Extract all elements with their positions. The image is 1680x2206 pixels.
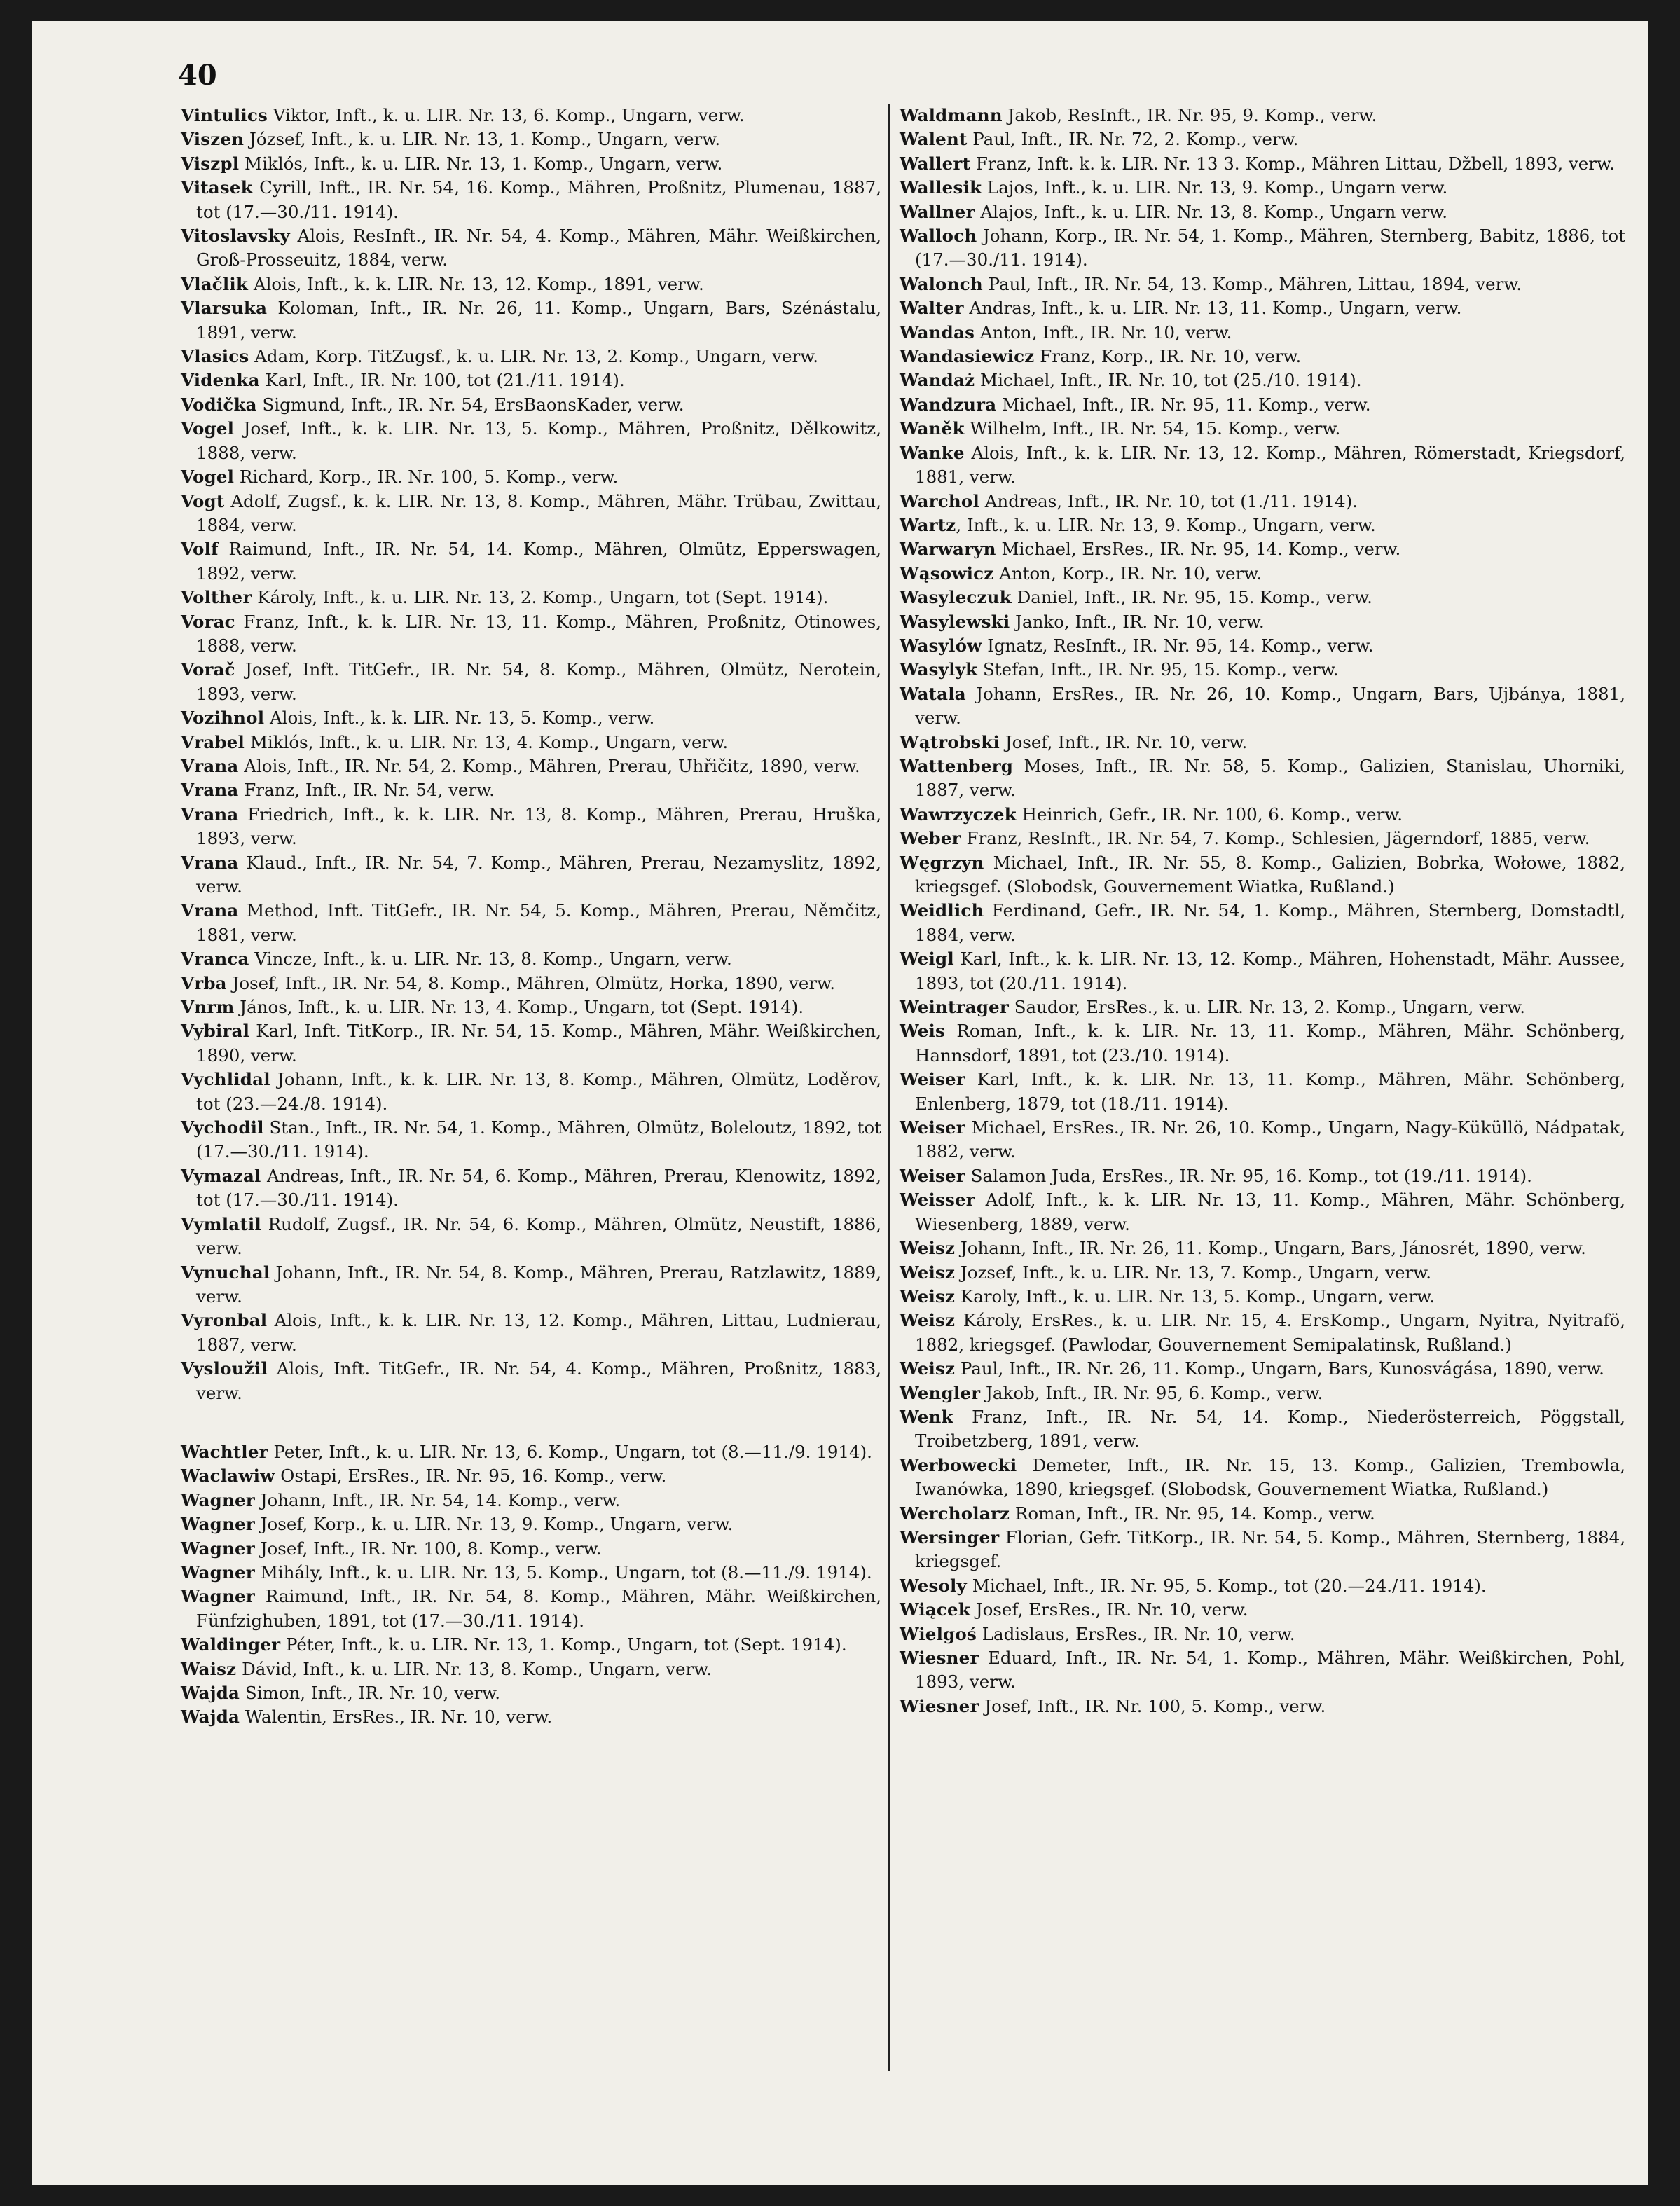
register-entry	[181, 972, 881, 995]
entry-details: Cyrill, Inft., IR. Nr. 54, 16. Komp., Mähren, Proßnitz, Plumenau, 1887, tot (17.—30./11. 1914).	[196, 177, 881, 222]
right-column	[900, 104, 1625, 1718]
entry-details: Alois, Inft., k. k. LIR. Nr. 13, 12. Komp., Mähren, Littau, Ludnierau, 1887, verw.	[196, 1310, 881, 1355]
register-entry	[900, 1164, 1625, 1188]
register-entry	[181, 586, 881, 609]
register-entry	[900, 1405, 1625, 1454]
entry-surname: Vrabel	[181, 731, 245, 752]
entry-details: Miklós, Inft., k. u. LIR. Nr. 13, 4. Komp., Ungarn, verw.	[245, 731, 729, 752]
entry-details: Rudolf, Zugsf., IR. Nr. 54, 6. Komp., Mähren, Olmütz, Neustift, 1886, verw.	[196, 1213, 881, 1259]
register-entry	[181, 1357, 881, 1405]
entry-details: Adolf, Zugsf., k. k. LIR. Nr. 13, 8. Komp., Mähren, Mähr. Trübau, Zwittau, 1884, verw.	[196, 490, 881, 535]
register-entry	[900, 586, 1625, 609]
entry-surname: Wielgoś	[900, 1623, 977, 1644]
entry-surname: Walent	[900, 129, 968, 150]
register-entry	[181, 1657, 881, 1681]
entry-surname: Wandasiewicz	[900, 346, 1035, 367]
entry-details: Franz, ResInft., IR. Nr. 54, 7. Komp., Schlesien, Jägerndorf, 1885, verw.	[961, 828, 1590, 849]
entry-details: Method, Inft. TitGefr., IR. Nr. 54, 5. Komp., Mähren, Prerau, Němčitz, 1881, verw.	[196, 900, 881, 945]
register-entry	[181, 1019, 881, 1068]
entry-details: Alois, ResInft., IR. Nr. 54, 4. Komp., Mähren, Mähr. Weißkirchen, Groß-Prosseuitz, 1884, verw.	[196, 226, 881, 270]
entry-details: Richard, Korp., IR. Nr. 100, 5. Komp., verw.	[234, 467, 619, 488]
register-entry	[181, 368, 881, 392]
entry-details: Simon, Inft., IR. Nr. 10, verw.	[240, 1683, 501, 1703]
entry-surname: Weisz	[900, 1310, 956, 1331]
register-entry	[900, 899, 1625, 947]
entry-details: Karl, Inft., k. k. LIR. Nr. 13, 12. Komp., Mähren, Hohenstadt, Mähr. Aussee, 1893, tot (20./11. 1914).	[915, 949, 1625, 993]
entry-surname: Vogt	[181, 490, 225, 511]
entry-surname: Vrba	[181, 972, 227, 993]
register-entry	[900, 995, 1625, 1019]
entry-details: Raimund, Inft., IR. Nr. 54, 14. Komp., Mähren, Olmütz, Epperswagen, 1892, verw.	[196, 539, 881, 584]
entry-surname: Wątrobski	[900, 731, 1000, 752]
register-entry	[181, 104, 881, 127]
entry-details: Salamon Juda, ErsRes., IR. Nr. 95, 16. Komp., tot (19./11. 1914).	[965, 1165, 1532, 1186]
entry-surname: Wandas	[900, 322, 975, 343]
entry-surname: Waisz	[181, 1658, 237, 1679]
entry-surname: Wąsowicz	[900, 563, 994, 584]
register-entry	[181, 1440, 881, 1464]
entry-surname: Weisz	[900, 1285, 956, 1307]
entry-surname: Vintulics	[181, 105, 268, 125]
entry-surname: Wallner	[900, 201, 975, 222]
entry-surname: Wasylewski	[900, 611, 1010, 632]
entry-surname: Vlačlik	[181, 273, 249, 294]
entry-surname: Weisz	[900, 1262, 956, 1283]
register-entry	[900, 1454, 1625, 1502]
entry-surname: Wandaż	[900, 370, 975, 391]
entry-surname: Walonch	[900, 273, 983, 294]
register-entry	[900, 827, 1625, 850]
register-entry	[900, 1019, 1625, 1068]
register-entry	[900, 1526, 1625, 1574]
register-entry	[900, 1261, 1625, 1285]
entry-details: Johann, Inft., IR. Nr. 54, 8. Komp., Mähren, Prerau, Ratzlawitz, 1889, verw.	[196, 1262, 881, 1307]
register-entry	[181, 1309, 881, 1357]
entry-details: Eduard, Inft., IR. Nr. 54, 1. Komp., Mähren, Mähr. Weißkirchen, Pohl, 1893, verw.	[915, 1648, 1625, 1693]
register-entry	[900, 368, 1625, 392]
entry-surname: Weiser	[900, 1165, 965, 1186]
entry-surname: Wiesner	[900, 1695, 979, 1716]
register-entry	[900, 417, 1625, 441]
entry-details: Josef, Inft., k. k. LIR. Nr. 13, 5. Komp., Mähren, Proßnitz, Dělkowitz, 1888, verw.	[196, 418, 881, 463]
entry-surname: Wercholarz	[900, 1503, 1010, 1524]
register-entry	[181, 1464, 881, 1488]
entry-surname: Wagner	[181, 1538, 255, 1559]
register-entry	[900, 634, 1625, 658]
register-entry	[900, 345, 1625, 368]
entry-details: Franz, Korp., IR. Nr. 10, verw.	[1034, 346, 1302, 367]
entry-details: Johann, Inft., IR. Nr. 54, 14. Komp., verw.	[254, 1489, 621, 1510]
entry-details: Miklós, Inft., k. u. LIR. Nr. 13, 1. Komp., Ungarn, verw.	[239, 153, 723, 174]
register-entry	[181, 345, 881, 368]
entry-details: Franz, Inft., k. k. LIR. Nr. 13, 11. Komp., Mähren, Proßnitz, Otinowes, 1888, verw.	[196, 611, 881, 656]
register-entry	[181, 899, 881, 947]
entry-surname: Wanke	[900, 442, 965, 463]
entry-surname: Wallesik	[900, 177, 982, 198]
register-entry	[181, 1585, 881, 1633]
register-entry	[900, 321, 1625, 345]
entry-details: Koloman, Inft., IR. Nr. 26, 11. Komp., Ungarn, Bars, Szénástalu, 1891, verw.	[196, 298, 881, 343]
entry-surname: Wasylyk	[900, 659, 978, 680]
register-entry	[900, 200, 1625, 224]
register-entry	[181, 490, 881, 538]
entry-surname: Wagner	[181, 1489, 255, 1510]
entry-details: Alois, Inft., k. k. LIR. Nr. 13, 12. Komp., 1891, verw.	[248, 273, 704, 294]
register-entry	[181, 1213, 881, 1261]
entry-details: Paul, Inft., IR. Nr. 72, 2. Komp., verw.	[967, 129, 1299, 150]
register-entry	[900, 1502, 1625, 1526]
register-entry	[181, 995, 881, 1019]
entry-details: Péter, Inft., k. u. LIR. Nr. 13, 1. Komp., Ungarn, tot (Sept. 1914).	[280, 1634, 847, 1655]
entry-surname: Viszpl	[181, 153, 240, 174]
entry-surname: Warwaryn	[900, 539, 996, 560]
entry-details: Peter, Inft., k. u. LIR. Nr. 13, 6. Komp., Ungarn, tot (8.—11./9. 1914).	[268, 1441, 872, 1462]
entry-surname: Warchol	[900, 490, 979, 511]
entry-surname: Watala	[900, 683, 966, 704]
entry-details: Sigmund, Inft., IR. Nr. 54, ErsBaonsKader, verw.	[256, 394, 684, 415]
entry-surname: Weiser	[900, 1069, 965, 1090]
entry-details: Karl, Inft., k. k. LIR. Nr. 13, 11. Komp., Mähren, Mähr. Schönberg, Enlenberg, 1879, tot (18./11. 1914).	[915, 1069, 1625, 1114]
entry-surname: Wasylów	[900, 635, 982, 656]
entry-details: Josef, Inft., IR. Nr. 10, verw.	[999, 731, 1248, 752]
entry-details: Franz, Inft., IR. Nr. 54, verw.	[238, 780, 495, 801]
entry-surname: Vybiral	[181, 1021, 250, 1042]
register-entry	[181, 1164, 881, 1213]
entry-surname: Wagner	[181, 1562, 255, 1583]
register-entry	[900, 537, 1625, 561]
entry-surname: Walloch	[900, 226, 977, 247]
register-entry	[900, 224, 1625, 273]
register-entry	[900, 1188, 1625, 1236]
entry-details: Ostapi, ErsRes., IR. Nr. 95, 16. Komp., verw.	[275, 1466, 667, 1487]
register-entry	[181, 465, 881, 489]
register-entry	[900, 513, 1625, 537]
entry-details: Moses, Inft., IR. Nr. 58, 5. Komp., Galizien, Stanislau, Uhorniki, 1887, verw.	[915, 755, 1625, 801]
register-entry	[181, 851, 881, 899]
register-entry	[900, 731, 1625, 754]
entry-surname: Vrana	[181, 852, 239, 873]
entry-details: Franz, Inft. k. k. LIR. Nr. 13 3. Komp., Mähren Littau, Džbell, 1893, verw.	[970, 153, 1615, 174]
entry-surname: Weisser	[900, 1190, 975, 1211]
register-entry	[181, 1561, 881, 1585]
entry-surname: Wengler	[900, 1382, 981, 1403]
entry-details: Vincze, Inft., k. u. LIR. Nr. 13, 8. Komp., Ungarn, verw.	[249, 949, 732, 970]
register-entry	[181, 1705, 881, 1729]
entry-details: Michael, Inft., IR. Nr. 55, 8. Komp., Galizien, Bobrka, Wołowe, 1882, kriegsgef. (Slobodsk, Gouvernement Wiatka, Rußland.)	[915, 852, 1625, 897]
entry-surname: Weisz	[900, 1358, 956, 1379]
entry-details: Alajos, Inft., k. u. LIR. Nr. 13, 8. Komp., Ungarn verw.	[975, 201, 1448, 222]
register-entry	[900, 1574, 1625, 1598]
entry-surname: Wartz	[900, 514, 956, 535]
register-entry	[181, 731, 881, 754]
register-entry	[900, 851, 1625, 899]
register-entry	[181, 224, 881, 273]
entry-details: Jozsef, Inft., k. u. LIR. Nr. 13, 7. Komp., Ungarn, verw.	[955, 1262, 1432, 1283]
entry-details: Stefan, Inft., IR. Nr. 95, 15. Komp., verw.	[977, 659, 1339, 680]
entry-surname: Walter	[900, 298, 964, 319]
entry-surname: Wandzura	[900, 394, 997, 415]
register-entry	[900, 441, 1625, 490]
entry-surname: Wagner	[181, 1586, 255, 1607]
entry-details: Jakob, ResInft., IR. Nr. 95, 9. Komp., verw.	[1002, 105, 1377, 125]
register-entry	[181, 803, 881, 851]
register-entry	[181, 1489, 881, 1512]
entry-surname: Wallert	[900, 153, 971, 174]
register-entry	[900, 1309, 1625, 1357]
entry-surname: Waclawiw	[181, 1466, 275, 1487]
entry-surname: Weidlich	[900, 900, 984, 921]
entry-details: Josef, Inft., IR. Nr. 100, 8. Komp., verw.	[254, 1538, 602, 1559]
entry-surname: Weisz	[900, 1238, 956, 1259]
column-divider	[888, 104, 890, 2071]
entry-surname: Werbowecki	[900, 1454, 1017, 1475]
entry-details: Daniel, Inft., IR. Nr. 95, 15. Komp., verw.	[1011, 587, 1372, 608]
register-entry	[900, 176, 1625, 200]
entry-details: Adolf, Inft., k. k. LIR. Nr. 13, 11. Komp., Mähren, Mähr. Schönberg, Wiesenberg, 1889, verw.	[915, 1190, 1625, 1234]
register-entry	[181, 1512, 881, 1536]
entry-details: Károly, ErsRes., k. u. LIR. Nr. 15, 4. ErsKomp., Ungarn, Nyitra, Nyitrafö, 1882, kriegsgef. (Pawlodar, Gouvernement Semipalatinsk, Rußland.)	[915, 1310, 1625, 1355]
entry-surname: Vychlidal	[181, 1069, 270, 1090]
entry-details: Johann, Korp., IR. Nr. 54, 1. Komp., Mähren, Sternberg, Babitz, 1886, tot (17.—30./11. 1914).	[915, 226, 1625, 270]
entry-surname: Vlarsuka	[181, 298, 268, 319]
entry-details: Adam, Korp. TitZugsf., k. u. LIR. Nr. 13, 2. Komp., Ungarn, verw.	[249, 346, 819, 367]
entry-details: Alois, Inft., k. k. LIR. Nr. 13, 5. Komp., verw.	[264, 708, 655, 729]
register-entry	[181, 393, 881, 417]
entry-details: Josef, Inft., IR. Nr. 100, 5. Komp., verw.	[979, 1695, 1326, 1716]
entry-surname: Wajda	[181, 1683, 240, 1703]
entry-details: Roman, Inft., k. k. LIR. Nr. 13, 11. Komp., Mähren, Mähr. Schönberg, Hannsdorf, 1891, tot (23./10. 1914).	[915, 1021, 1625, 1066]
entry-surname: Weintrager	[900, 997, 1009, 1018]
register-entry	[900, 1116, 1625, 1164]
entry-surname: Vorac	[181, 611, 235, 632]
register-entry	[900, 1236, 1625, 1260]
entry-surname: Vnrm	[181, 997, 235, 1018]
register-entry	[900, 296, 1625, 320]
entry-surname: Vymlatil	[181, 1213, 261, 1234]
entry-details: Ladislaus, ErsRes., IR. Nr. 10, verw.	[976, 1623, 1295, 1644]
entry-details: Friedrich, Inft., k. k. LIR. Nr. 13, 8. Komp., Mähren, Prerau, Hruška, 1893, verw.	[196, 804, 881, 849]
register-entry	[181, 127, 881, 151]
entry-details: Raimund, Inft., IR. Nr. 54, 8. Komp., Mähren, Mähr. Weißkirchen, Fünfzighuben, 1891, tot (17.—30./11. 1914).	[196, 1586, 881, 1631]
entry-details: Alois, Inft., IR. Nr. 54, 2. Komp., Mähren, Prerau, Uhřičitz, 1890, verw.	[238, 755, 860, 776]
entry-surname: Vogel	[181, 467, 235, 488]
register-entry	[900, 104, 1625, 127]
entry-details: Michael, Inft., IR. Nr. 10, tot (25./10. 1914).	[975, 370, 1362, 391]
entry-surname: Vysloužil	[181, 1358, 268, 1379]
entry-surname: Wasyleczuk	[900, 587, 1012, 608]
register-entry	[900, 1357, 1625, 1381]
entry-details: Josef, Inft. TitGefr., IR. Nr. 54, 8. Komp., Mähren, Olmütz, Nerotein, 1893, verw.	[196, 659, 881, 704]
entry-details: Janko, Inft., IR. Nr. 10, verw.	[1010, 611, 1265, 632]
entry-surname: Weis	[900, 1021, 946, 1042]
left-column	[181, 104, 881, 1730]
entry-details: Michael, ErsRes., IR. Nr. 26, 10. Komp., Ungarn, Nagy-Küküllö, Nádpatak, 1882, verw.	[915, 1117, 1625, 1162]
entry-details: Jakob, Inft., IR. Nr. 95, 6. Komp., verw.	[980, 1382, 1323, 1403]
entry-surname: Wiesner	[900, 1648, 979, 1668]
entry-surname: Vrana	[181, 900, 239, 921]
entry-details: Ferdinand, Gefr., IR. Nr. 54, 1. Komp., Mähren, Sternberg, Domstadtl, 1884, verw.	[915, 900, 1625, 945]
page-number: 40	[178, 59, 217, 92]
entry-details: Heinrich, Gefr., IR. Nr. 100, 6. Komp., verw.	[1016, 804, 1403, 825]
entry-surname: Viszen	[181, 129, 245, 150]
register-entry	[900, 1598, 1625, 1622]
entry-details: Károly, Inft., k. u. LIR. Nr. 13, 2. Komp., Ungarn, tot (Sept. 1914).	[252, 587, 829, 608]
entry-details: János, Inft., k. u. LIR. Nr. 13, 4. Komp., Ungarn, tot (Sept. 1914).	[234, 997, 804, 1018]
register-entry	[181, 1116, 881, 1164]
register-entry	[181, 1633, 881, 1657]
entry-surname: Wajda	[181, 1707, 240, 1728]
register-entry	[900, 1285, 1625, 1309]
entry-details: Dávid, Inft., k. u. LIR. Nr. 13, 8. Komp., Ungarn, verw.	[236, 1658, 712, 1679]
register-entry	[900, 562, 1625, 586]
entry-details: Ignatz, ResInft., IR. Nr. 95, 14. Komp., verw.	[982, 635, 1374, 656]
entry-details: József, Inft., k. u. LIR. Nr. 13, 1. Komp., Ungarn, verw.	[244, 129, 721, 150]
entry-surname: Vrana	[181, 780, 239, 801]
entry-surname: Vymazal	[181, 1165, 261, 1186]
entry-surname: Vranca	[181, 949, 249, 970]
entry-details: Alois, Inft. TitGefr., IR. Nr. 54, 4. Komp., Mähren, Proßnitz, 1883, verw.	[196, 1358, 881, 1403]
entry-surname: Wattenberg	[900, 755, 1014, 776]
entry-surname: Wersinger	[900, 1526, 1000, 1547]
entry-surname: Vrana	[181, 755, 239, 776]
entry-details: Roman, Inft., IR. Nr. 95, 14. Komp., verw.	[1010, 1503, 1375, 1524]
entry-surname: Weiser	[900, 1117, 965, 1138]
register-entry	[900, 127, 1625, 151]
entry-details: Andreas, Inft., IR. Nr. 10, tot (1./11. 1914).	[979, 490, 1358, 511]
register-entry	[181, 754, 881, 778]
entry-details: Lajos, Inft., k. u. LIR. Nr. 13, 9. Komp., Ungarn verw.	[982, 177, 1448, 198]
register-entry	[900, 610, 1625, 634]
entry-details: Florian, Gefr. TitKorp., IR. Nr. 54, 5. Komp., Mähren, Sternberg, 1884, kriegsgef.	[915, 1526, 1625, 1572]
entry-surname: Videnka	[181, 370, 260, 391]
entry-surname: Vrana	[181, 804, 239, 825]
register-entry	[181, 1261, 881, 1309]
register-entry	[900, 152, 1625, 176]
entry-surname: Vorač	[181, 659, 235, 680]
entry-details: Johann, Inft., k. k. LIR. Nr. 13, 8. Komp., Mähren, Olmütz, Loděrov, tot (23.—24./8. 1914).	[196, 1069, 881, 1114]
entry-details: Josef, ErsRes., IR. Nr. 10, verw.	[970, 1599, 1248, 1620]
entry-details: Michael, Inft., IR. Nr. 95, 5. Komp., tot (20.—24./11. 1914).	[966, 1575, 1487, 1596]
entry-details: Michael, ErsRes., IR. Nr. 95, 14. Komp., verw.	[996, 539, 1401, 560]
entry-surname: Vitoslavsky	[181, 226, 290, 247]
register-entry	[181, 658, 881, 706]
entry-surname: Weber	[900, 828, 961, 849]
register-entry	[181, 778, 881, 802]
register-entry	[181, 1068, 881, 1116]
entry-surname: Vychodil	[181, 1117, 264, 1138]
entry-surname: Vyronbal	[181, 1310, 268, 1331]
register-entry	[181, 537, 881, 586]
entry-details: Karl, Inft., IR. Nr. 100, tot (21./11. 1914).	[259, 370, 625, 391]
register-entry	[900, 682, 1625, 731]
entry-surname: Vodička	[181, 394, 257, 415]
entry-details: Anton, Inft., IR. Nr. 10, verw.	[975, 322, 1232, 343]
entry-surname: Weigl	[900, 949, 954, 970]
entry-surname: Wesoly	[900, 1575, 967, 1596]
entry-details: Anton, Korp., IR. Nr. 10, verw.	[993, 563, 1262, 584]
entry-details: Walentin, ErsRes., IR. Nr. 10, verw.	[240, 1707, 553, 1728]
entry-surname: Wagner	[181, 1514, 255, 1535]
entry-details: Mihály, Inft., k. u. LIR. Nr. 13, 5. Komp., Ungarn, tot (8.—11./9. 1914).	[254, 1562, 872, 1583]
register-entry	[181, 1537, 881, 1561]
entry-surname: Volf	[181, 539, 219, 560]
register-entry	[181, 296, 881, 345]
entry-surname: Volther	[181, 587, 252, 608]
entry-surname: Vitasek	[181, 177, 253, 198]
entry-details: Andras, Inft., k. u. LIR. Nr. 13, 11. Komp., Ungarn, verw.	[963, 298, 1462, 319]
entry-surname: Węgrzyn	[900, 852, 984, 873]
entry-surname: Vynuchal	[181, 1262, 270, 1283]
entry-details: Karoly, Inft., k. u. LIR. Nr. 13, 5. Komp., Ungarn, verw.	[955, 1285, 1435, 1307]
section-gap	[181, 1405, 881, 1440]
register-entry	[900, 754, 1625, 803]
entry-details: Viktor, Inft., k. u. LIR. Nr. 13, 6. Komp., Ungarn, verw.	[267, 105, 745, 125]
entry-surname: Wenk	[900, 1406, 953, 1427]
register-entry	[181, 273, 881, 296]
entry-surname: Wiącek	[900, 1599, 970, 1620]
entry-details: Michael, Inft., IR. Nr. 95, 11. Komp., verw.	[996, 394, 1371, 415]
entry-details: Alois, Inft., k. k. LIR. Nr. 13, 12. Komp., Mähren, Römerstadt, Kriegsdorf, 1881, verw.	[915, 442, 1625, 488]
register-entry	[181, 417, 881, 465]
entry-surname: Waněk	[900, 418, 965, 439]
entry-surname: Vlasics	[181, 346, 249, 367]
register-entry	[900, 1622, 1625, 1646]
entry-details: Josef, Inft., IR. Nr. 54, 8. Komp., Mähren, Olmütz, Horka, 1890, verw.	[226, 972, 835, 993]
register-entry	[900, 1695, 1625, 1718]
entry-details: Demeter, Inft., IR. Nr. 15, 13. Komp., Galizien, Trembowla, Iwanówka, 1890, kriegsgef. (Slobodsk, Gouvernement Wiatka, Rußland.)	[915, 1454, 1625, 1500]
register-entry	[181, 152, 881, 176]
register-entry	[900, 1381, 1625, 1405]
register-entry	[900, 490, 1625, 513]
register-entry	[181, 1681, 881, 1705]
entry-surname: Wachtler	[181, 1441, 268, 1462]
entry-details: Saudor, ErsRes., k. u. LIR. Nr. 13, 2. Komp., Ungarn, verw.	[1008, 997, 1526, 1018]
entry-surname: Waldinger	[181, 1634, 281, 1655]
register-entry	[900, 803, 1625, 827]
document-page	[32, 21, 1648, 2185]
entry-details: , Inft., k. u. LIR. Nr. 13, 9. Komp., Ungarn, verw.	[956, 514, 1376, 535]
register-entry	[900, 658, 1625, 682]
entry-details: Paul, Inft., IR. Nr. 54, 13. Komp., Mähren, Littau, 1894, verw.	[982, 273, 1522, 294]
register-entry	[900, 1068, 1625, 1116]
register-entry	[181, 947, 881, 971]
register-entry	[900, 1646, 1625, 1695]
register-entry	[181, 176, 881, 224]
entry-details: Karl, Inft. TitKorp., IR. Nr. 54, 15. Komp., Mähren, Mähr. Weißkirchen, 1890, verw.	[196, 1021, 881, 1066]
entry-details: Johann, ErsRes., IR. Nr. 26, 10. Komp., Ungarn, Bars, Ujbánya, 1881, verw.	[915, 683, 1625, 729]
entry-details: Franz, Inft., IR. Nr. 54, 14. Komp., Niederösterreich, Pöggstall, Troibetzberg, 1891, verw.	[915, 1406, 1625, 1452]
entry-surname: Wawrzyczek	[900, 804, 1017, 825]
entry-details: Josef, Korp., k. u. LIR. Nr. 13, 9. Komp., Ungarn, verw.	[254, 1514, 734, 1535]
entry-details: Johann, Inft., IR. Nr. 26, 11. Komp., Ungarn, Bars, Jánosrét, 1890, verw.	[955, 1238, 1586, 1259]
entry-surname: Vogel	[181, 418, 235, 439]
register-entry	[181, 610, 881, 659]
register-entry	[181, 706, 881, 730]
entry-details: Klaud., Inft., IR. Nr. 54, 7. Komp., Mähren, Prerau, Nezamyslitz, 1892, verw.	[196, 852, 881, 897]
entry-details: Andreas, Inft., IR. Nr. 54, 6. Komp., Mähren, Prerau, Klenowitz, 1892, tot (17.—30./11. 1914).	[196, 1165, 881, 1211]
entry-surname: Waldmann	[900, 105, 1003, 125]
register-entry	[900, 273, 1625, 296]
entry-details: Wilhelm, Inft., IR. Nr. 54, 15. Komp., verw.	[964, 418, 1341, 439]
entry-surname: Vozihnol	[181, 708, 265, 729]
entry-details: Stan., Inft., IR. Nr. 54, 1. Komp., Mähren, Olmütz, Boleloutz, 1892, tot (17.—30./11. 1914).	[196, 1117, 881, 1162]
register-entry	[900, 947, 1625, 995]
entry-details: Paul, Inft., IR. Nr. 26, 11. Komp., Ungarn, Bars, Kunosvágása, 1890, verw.	[955, 1358, 1604, 1379]
register-entry	[900, 393, 1625, 417]
